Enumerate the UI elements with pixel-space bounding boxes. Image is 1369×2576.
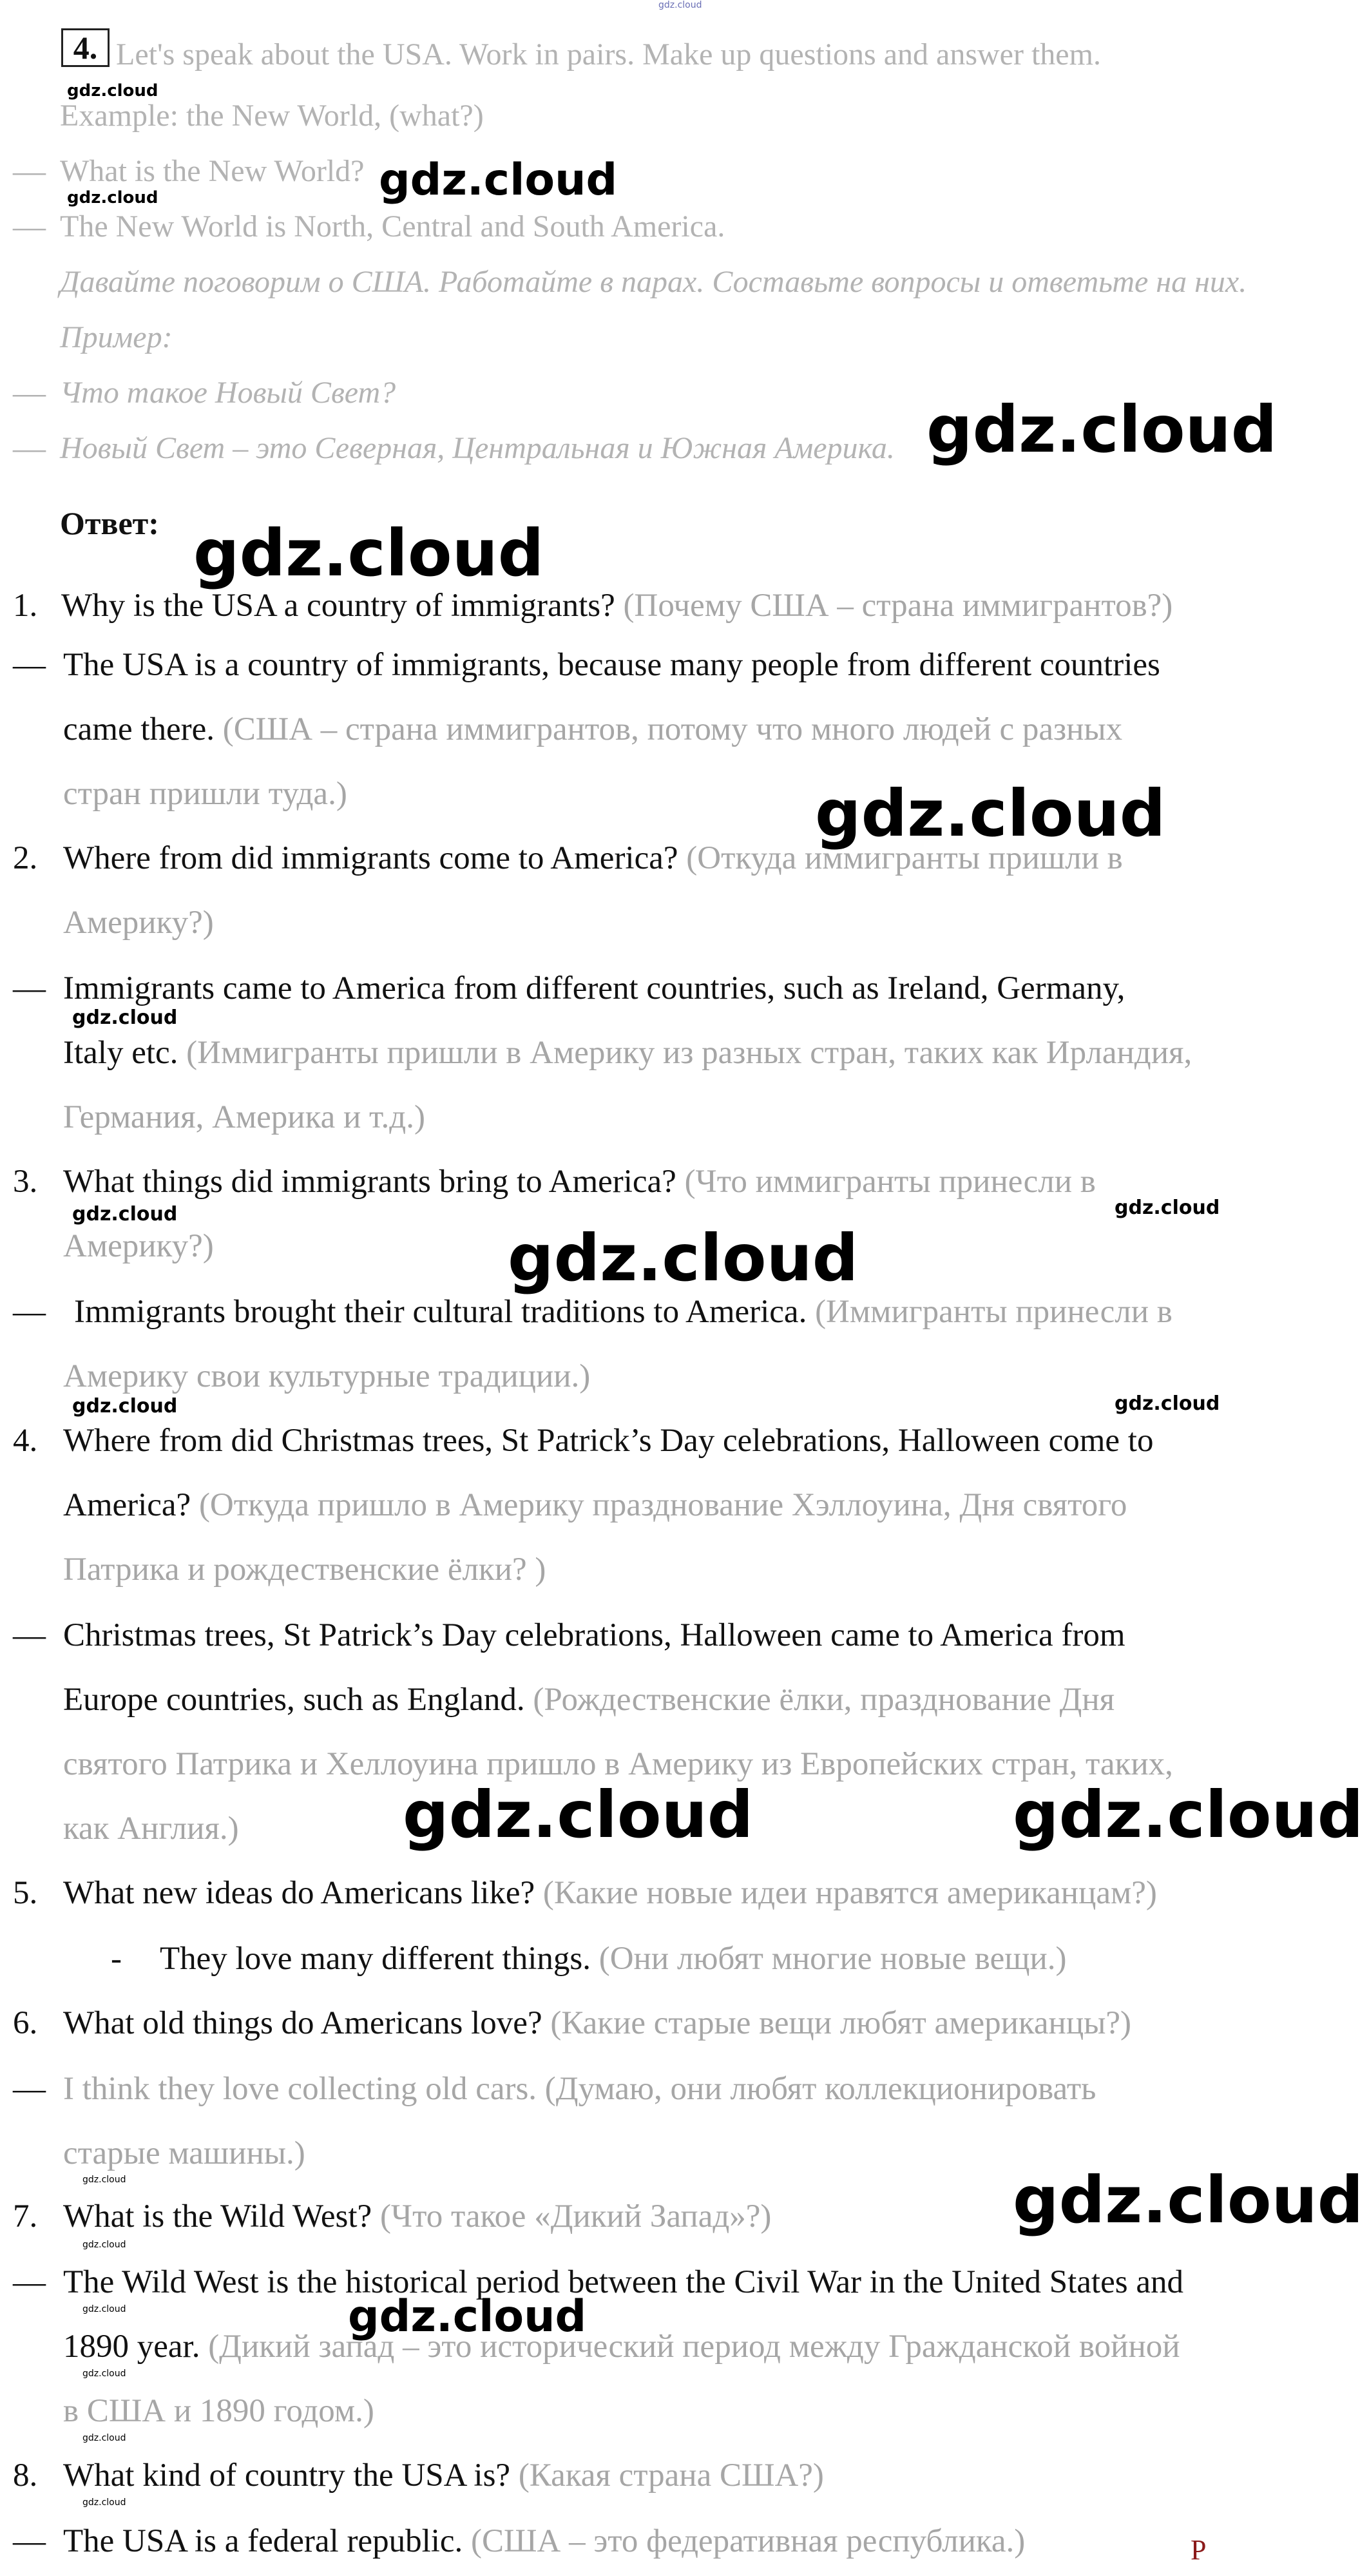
answer-translation: Америку свои культурные традиции.) [63,1358,591,1394]
question: Where from did immigrants come to America? (Откуда иммигранты пришли в [63,840,1123,876]
answer: The USA is a federal republic. (США – это федеративная республика.) [63,2523,1026,2559]
question: What old things do Americans love? (Какие старые вещи любят американцы?) [63,2005,1132,2041]
watermark: gdz.cloud [1115,1197,1220,1219]
watermark: gdz.cloud [72,1203,178,1226]
item-number: 2. [13,840,38,876]
watermark: gdz.cloud [72,1395,178,1418]
task-example-en: Example: the New World, (what?) [60,99,484,133]
watermark: gdz.cloud [72,1006,178,1029]
answer-translation: Германия, Америка и т.д.) [63,1099,425,1135]
answer: They love many different things. (Они любят многие новые вещи.) [160,1941,1067,1977]
task-example-answer-en: The New World is North, Central and South America. [60,209,725,244]
answer: Immigrants came to America from different countries, such as Ireland, Germany, [63,970,1125,1006]
answer-translation: как Англия.) [63,1811,239,1847]
watermark: gdz.cloud [815,776,1166,851]
watermark: gdz.cloud [67,188,158,207]
watermark: gdz.cloud [82,2304,126,2314]
watermark: gdz.cloud [82,2240,126,2250]
item-number: 6. [13,2005,38,2041]
watermark: gdz.cloud [403,1777,754,1852]
watermark: gdz.cloud [82,2497,126,2508]
task-example-question-en: What is the New World? [60,154,365,188]
question-translation: Америку?) [63,905,214,941]
bullet: - [111,1941,122,1977]
dash: — [13,647,46,683]
question: What things did immigrants bring to America? (Что иммигранты принесли в [63,1164,1096,1200]
task-number: 4. [61,28,110,67]
dash: — [13,430,46,466]
task-example-ru: Пример: [60,320,173,354]
watermark: gdz.cloud [348,2291,587,2342]
dash: — [13,209,46,245]
answer-translation: в США и 1890 годом.) [63,2393,374,2429]
dash: — [13,2523,46,2559]
watermark: gdz.cloud [82,2175,126,2185]
answer: I think they love collecting old cars. (Думаю, они любят коллекционировать [63,2071,1096,2107]
question-translation: Патрика и рождественские ёлки? ) [63,1552,546,1588]
answer: The USA is a country of immigrants, because many people from different countries [63,647,1160,683]
item-number: 7. [13,2198,38,2235]
answer: came there. (США – страна иммигрантов, потому что много людей с разных [63,711,1123,747]
answer: Christmas trees, St Patrick’s Day celebrations, Halloween came to America from [63,1617,1125,1653]
item-number: 4. [13,1423,38,1459]
watermark: gdz.cloud [508,1220,859,1296]
dash: — [13,375,46,411]
task-prompt-ru: Давайте поговорим о США. Работайте в парах. Составьте вопросы и ответьте на них. [60,265,1247,299]
item-number: 8. [13,2457,38,2494]
question: Where from did Christmas trees, St Patrick’s Day celebrations, Halloween come to [63,1423,1154,1459]
watermark: gdz.cloud [379,155,618,206]
dash: — [13,1617,46,1653]
answer-label: Ответ: [60,505,159,541]
watermark: gdz.cloud [67,81,158,101]
answer: Europe countries, such as England. (Рождественские ёлки, празднование Дня [63,1682,1115,1718]
answer: Immigrants brought their cultural traditions to America. (Иммигранты принесли в [74,1294,1173,1330]
watermark: gdz.cloud [82,2369,126,2379]
watermark: gdz.cloud [1013,2162,1364,2238]
watermark: gdz.cloud [82,2433,126,2443]
watermark: gdz.cloud [1115,1392,1220,1415]
corner-mark: P [1191,2534,1207,2566]
answer-translation: святого Патрика и Хеллоуина пришло в Америку из Европейских стран, таких, [63,1746,1173,1782]
item-number: 5. [13,1875,38,1911]
watermark: gdz.cloud [926,392,1278,467]
question: America? (Откуда пришло в Америку празднование Хэллоуина, Дня святого [63,1487,1127,1523]
answer: The Wild West is the historical period between the Civil War in the United States and [63,2264,1183,2300]
dash: — [13,1294,46,1330]
dash: — [13,970,46,1006]
dash: — [13,153,46,189]
question: What kind of country the USA is? (Какая страна США?) [63,2457,824,2494]
dash: — [13,2071,46,2107]
answer-translation: старые машины.) [63,2135,305,2171]
question: What is the Wild West? (Что такое «Дикий Запад»?) [63,2198,772,2235]
task-example-question-ru: Что такое Новый Свет? [60,376,396,410]
watermark-top: gdz.cloud [658,0,702,10]
question: Why is the USA a country of immigrants? (Почему США – страна иммигрантов?) [61,588,1173,624]
watermark: gdz.cloud [1013,1777,1364,1852]
watermark: gdz.cloud [193,515,544,591]
question: What new ideas do Americans like? (Какие новые идеи нравятся американцам?) [63,1875,1157,1911]
dash: — [13,2264,46,2300]
answer-translation: стран пришли туда.) [63,776,347,812]
answer: 1890 year. (Дикий запад – это исторический период между Гражданской войной [63,2329,1180,2365]
item-number: 1. [13,588,38,624]
task-prompt-en: Let's speak about the USA. Work in pairs. Make up questions and answer them. [116,37,1101,72]
answer: Italy etc. (Иммигранты пришли в Америку из разных стран, таких как Ирландия, [63,1035,1192,1071]
item-number: 3. [13,1164,38,1200]
question-translation: Америку?) [63,1228,214,1264]
task-example-answer-ru: Новый Свет – это Северная, Центральная и Южная Америка. [60,431,895,465]
